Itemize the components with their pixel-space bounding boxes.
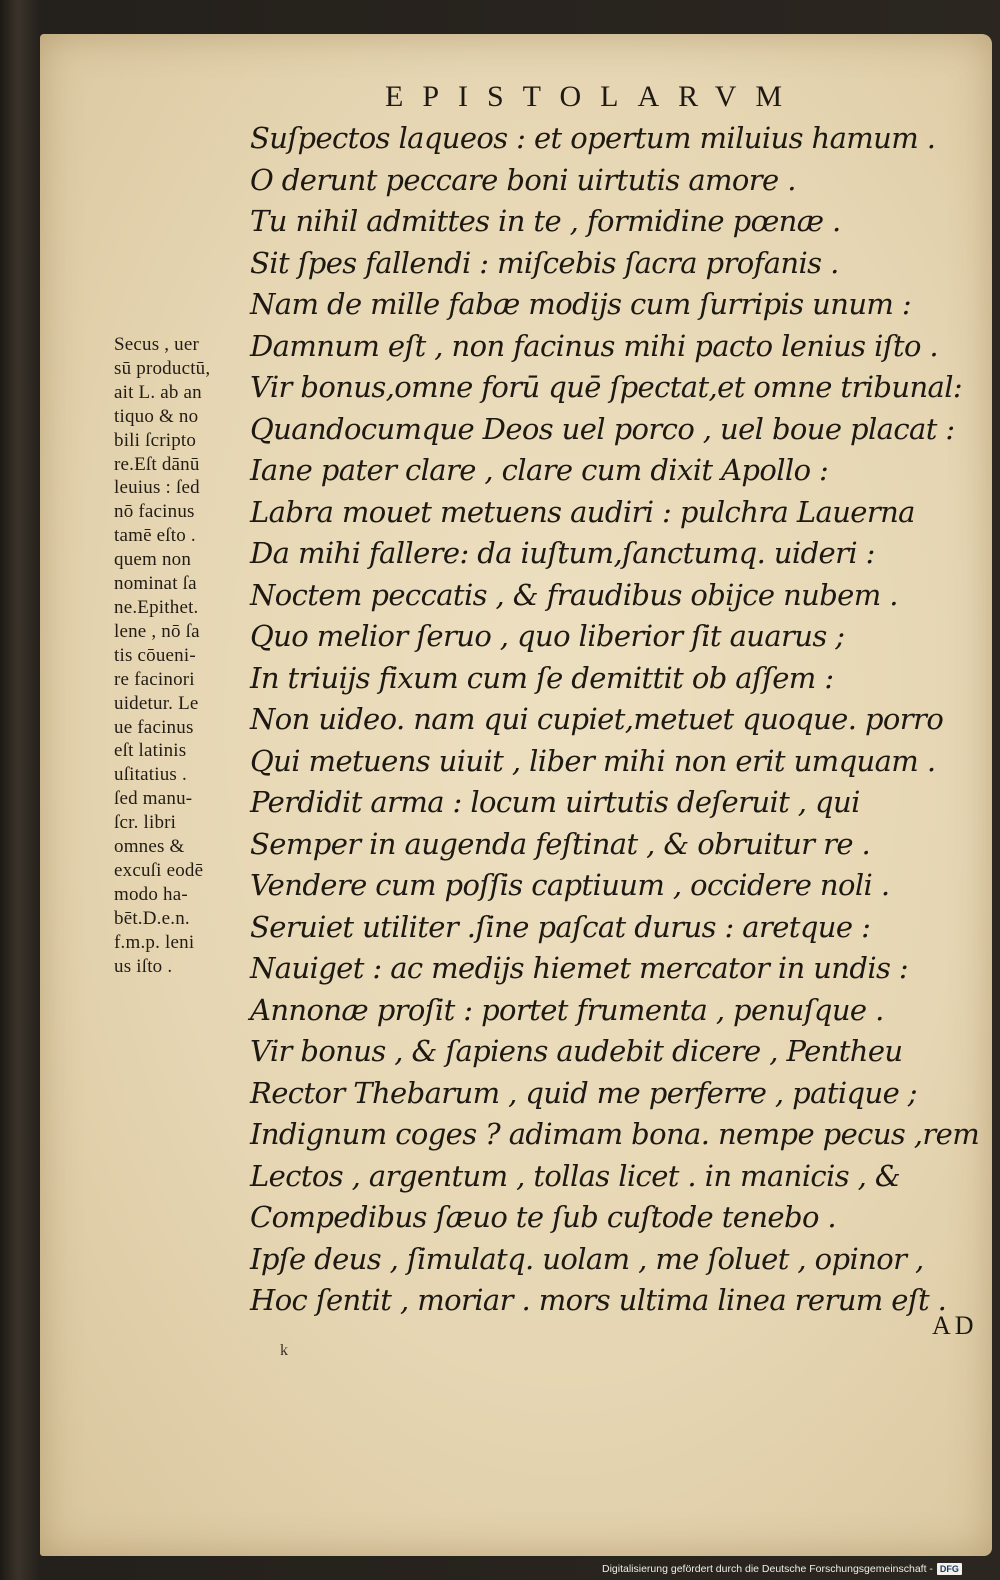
marginal-note-line: re.Eſt dānū [114,453,200,475]
verse-line: Noctem peccatis , & fraudibus obijce nubem . [250,577,898,612]
verse-line: Labra mouet metuens audiri : pulchra Lauerna [250,494,915,529]
verse-line: Vir bonus , & ſapiens audebit dicere , Pentheu [250,1034,903,1068]
verse-line: Damnum eſt , non facinus mihi pacto lenius iſto . [250,328,939,363]
marginal-note-line: ue facinus [114,716,194,738]
digitization-footer [602,1560,962,1578]
marginal-note-line: ne.Epithet. [114,596,199,618]
verse-block [250,118,990,1322]
verse-line: Nauiget : ac medijs hiemet mercator in undis : [250,951,909,985]
marginal-note-line: bēt.D.e.n. [114,907,190,929]
marginal-note-line: ſcr. libri [114,812,177,834]
running-head: EPISTOLARVM [385,80,802,113]
marginal-note-line: excuſi eodē [114,859,204,881]
marginal-note-line: modo ha- [114,883,188,905]
verse-line: Vendere cum poſſis captiuum , occidere noli . [250,868,890,902]
marginal-note-line: sū productū, [114,357,211,379]
marginal-note-line: re facinori [114,668,195,690]
verse-line: Nam de mille fabæ modijs cum ſurripis unum : [250,287,912,321]
verse-line: Quandocumque Deos uel porco , uel boue placat : [250,411,955,446]
marginal-note-line: f.m.p. leni [114,931,195,953]
signature-mark: k [280,1342,288,1359]
verse-line: Da mihi fallere: da iuſtum,ſanctumq. uideri : [250,536,875,570]
marginal-note-line: leuius : ſed [114,477,200,499]
verse-line: Indignum coges ? adimam bona. nempe pecus ,rem [250,1117,980,1151]
verse-line: Sit ſpes fallendi : miſcebis ſacra profanis . [250,245,839,280]
verse-line: Hoc ſentit , moriar . mors ultima linea rerum eſt . [250,1283,947,1317]
verse-line: Tu nihil admittes in te , formidine pœnæ . [250,204,841,238]
marginal-note-line: eſt latinis [114,740,187,762]
verse-line: Non uideo. nam qui cupiet,metuet quoque. porro [250,702,944,736]
verse-line: Perdidit arma : locum uirtutis deſeruit , qui [250,785,860,819]
verse-line: Rector Thebarum , quid me perferre , patique ; [250,1075,917,1110]
verse-line: Annonæ proſit : portet frumenta , penuſque . [250,992,884,1027]
marginal-note-line: tis cōueni- [114,644,196,666]
marginal-note-line: ſed manu- [114,788,193,810]
verse-line: Vir bonus,omne forū quē ſpectat,et omne tribunal: [250,370,963,404]
marginal-note-line: bili ſcripto [114,429,197,451]
marginal-note-line: omnes & [114,836,185,858]
marginal-note-line: quem non [114,549,192,571]
verse-line: Seruiet utiliter .ſine paſcat durus : aretque : [250,909,871,944]
verse-line: Quo melior ſeruo , quo liberior ſit auarus ; [250,619,845,653]
marginal-note-line: tamē eſto . [114,525,196,547]
dfg-logo-icon: DFG [937,1563,962,1575]
marginal-note-line: nō facinus [114,501,195,523]
marginal-note-line: uidetur. Le [114,692,199,714]
verse-line: Suſpectos laqueos : et opertum miluius hamum . [250,121,936,155]
marginal-note-line: lene , nō ſa [114,620,200,642]
marginal-note-line: uſitatius . [114,764,187,786]
verse-line: In triuijs fixum cum ſe demittit ob aſſem : [250,660,834,695]
verse-line: Compedibus ſæuo te ſub cuſtode tenebo . [250,1200,837,1234]
marginal-note-line: us iſto . [114,955,173,977]
verse-line: Lectos , argentum , tollas licet . in manicis , & [250,1158,901,1193]
verse-line: Semper in augenda feſtinat , & obruitur re . [250,826,871,861]
marginal-note-line: tiquo & no [114,405,199,427]
marginal-note-line: nominat ſa [114,573,197,595]
verse-line: O derunt peccare boni uirtutis amore . [250,162,796,197]
verse-line: Ipſe deus , ſimulatq. uolam , me ſoluet , opinor , [250,1241,924,1276]
verse-line: Qui metuens uiuit , liber mihi non erit umquam . [250,743,936,778]
footer-credit-text: Digitalisierung gefördert durch die Deutsche Forschungsgemeinschaft - [602,1563,933,1575]
catchword: AD [932,1311,978,1340]
marginal-note-line: ait L. ab an [114,381,202,403]
marginal-note-line: Secus , uer [114,334,200,355]
verse-line: Iane pater clare , clare cum dixit Apollo : [250,453,829,487]
marginal-note [114,333,262,978]
